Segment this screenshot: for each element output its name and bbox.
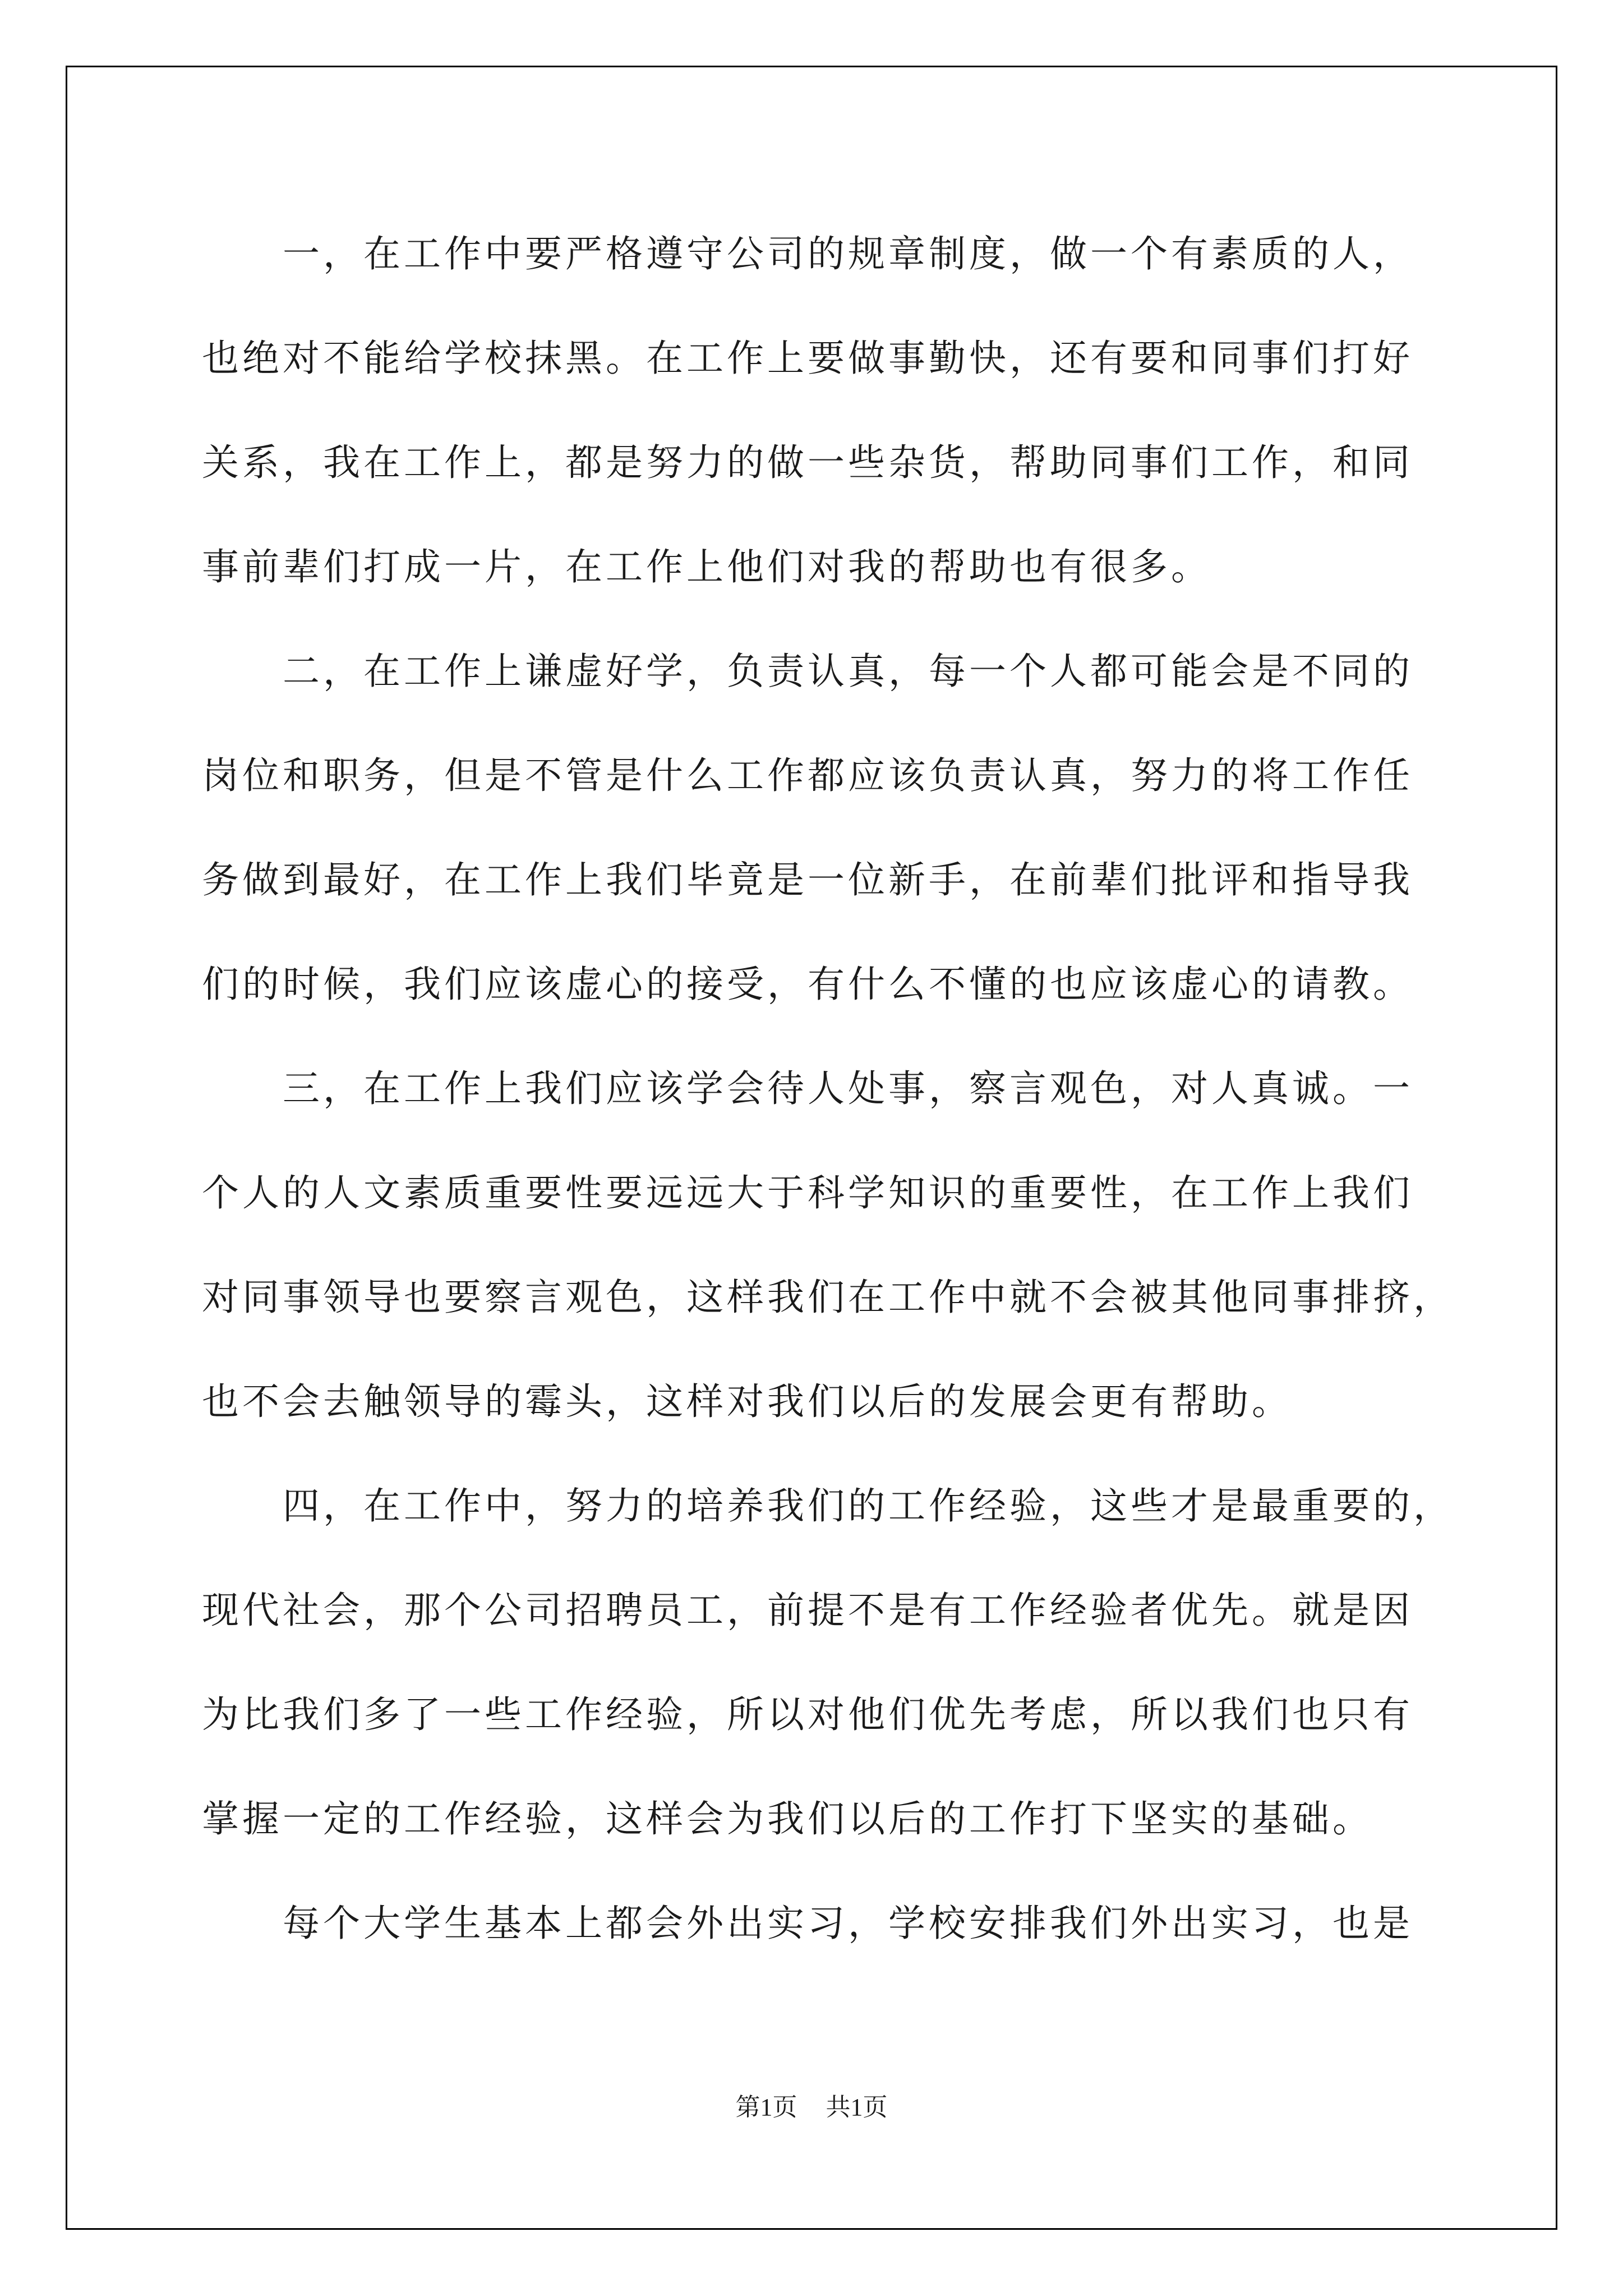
paragraph-3 [202,1037,1454,1454]
paragraph-line: 一，在工作中要严格遵守公司的规章制度，做一个有素质的人， [283,232,1413,275]
document-body [202,202,1454,1976]
paragraph-line: 掌握一定的工作经验，这样会为我们以后的工作打下坚实的基础。 [202,1797,1373,1841]
paragraph-line: 务做到最好，在工作上我们毕竟是一位新手，在前辈们批评和指导我 [202,858,1413,901]
paragraph-1 [202,202,1436,619]
paragraph-line: 每个大学生基本上都会外出实习，学校安排我们外出实习，也是 [283,1902,1413,1945]
paragraph-line: 三，在工作上我们应该学会待人处事，察言观色，对人真诚。一 [283,1067,1413,1110]
paragraph-line: 二，在工作上谦虚好学，负责认真，每一个人都可能会是不同的 [283,650,1413,693]
paragraph-line: 事前辈们打成一片，在工作上他们对我的帮助也有很多。 [202,545,1211,588]
paragraph-4 [202,1454,1454,1871]
paragraph-2 [202,619,1436,1037]
paragraph-line: 现代社会，那个公司招聘员工，前提不是有工作经验者优先。就是因 [202,1589,1413,1632]
paragraph-line: 个人的人文素质重要性要远远大于科学知识的重要性，在工作上我们 [202,1171,1413,1214]
paragraph-line: 为比我们多了一些工作经验，所以对他们优先考虑，所以我们也只有 [202,1693,1413,1736]
paragraph-line: 们的时候，我们应该虚心的接受，有什么不懂的也应该虚心的请教。 [202,963,1413,1006]
paragraph-line: 也绝对不能给学校抹黑。在工作上要做事勤快，还有要和同事们打好 [202,337,1413,380]
paragraph-line: 对同事领导也要察言观色，这样我们在工作中就不会被其他同事排挤， [202,1276,1454,1319]
page-number: 第1页 [735,2093,797,2121]
page-footer [0,2087,1623,2123]
paragraph-line: 岗位和职务，但是不管是什么工作都应该负责认真，努力的将工作任 [202,754,1413,797]
page-total: 共1页 [826,2093,888,2121]
paragraph-line: 四，在工作中，努力的培养我们的工作经验，这些才是最重要的， [283,1484,1454,1527]
paragraph-line: 关系，我在工作上，都是努力的做一些杂货，帮助同事们工作，和同 [202,441,1413,484]
paragraph-5 [202,1871,1436,1976]
paragraph-line: 也不会去触领导的霉头，这样对我们以后的发展会更有帮助。 [202,1380,1292,1423]
